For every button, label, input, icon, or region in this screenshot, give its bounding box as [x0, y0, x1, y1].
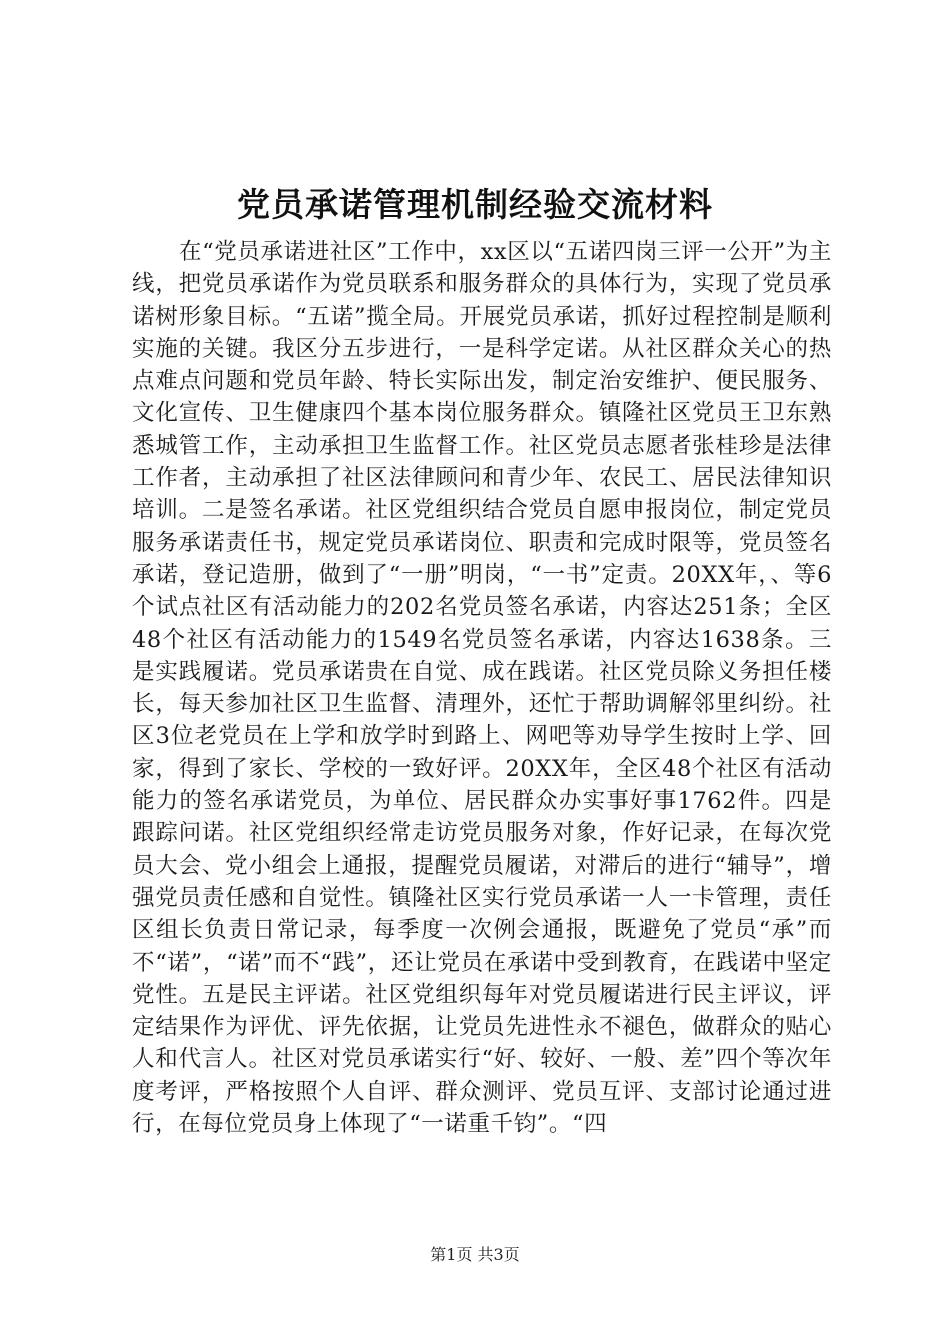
page-number-footer: 第1页 共3页: [430, 1245, 520, 1264]
document-title: 党员承诺管理机制经验交流材料: [237, 185, 713, 224]
document-body-paragraph: 在“党员承诺进社区”工作中，xx区以“五诺四岗三评一公开”为主线，把党员承诺作为党员联系和服务群众的具体行为，实现了党员承诺树形象目标。“五诺”揽全局。开展党员承诺，抓好过程控制是顺利实施的关键。我区分五步进行，一是科学定诺。从社区群众关心的热点难点问题和党员年龄、特长实际出发，制定治安维护、便民服务、文化宣传、卫生健康四个基本岗位服务群众。镇隆社区党员王卫东熟悉城管工作，主动承担卫生监督工作。社区党员志愿者张桂珍是法律工作者，主动承担了社区法律顾问和青少年、农民工、居民法律知识培训。二是签名承诺。社区党组织结合党员自愿申报岗位，制定党员服务承诺责任书，规定党员承诺岗位、职责和完成时限等，党员签名承诺，登记造册，做到了“一册”明岗，“一书”定责。20XX年，、等6个试点社区有活动能力的202名党员签名承诺，内容达251条；全区48个社区有活动能力的1549名党员签名承诺，内容达1638条。三是实践履诺。党员承诺贵在自觉、成在践诺。社区党员除义务担任楼长，每天参加社区卫生监督、清理外，还忙于帮助调解邻里纠纷。社区3位老党员在上学和放学时到路上、网吧等劝导学生按时上学、回家，得到了家长、学校的一致好评。20XX年，全区48个社区有活动能力的签名承诺党员，为单位、居民群众办实事好事1762件。四是跟踪问诺。社区党组织经常走访党员服务对象，作好记录，在每次党员大会、党小组会上通报，提醒党员履诺，对滞后的进行“辅导”，增强党员责任感和自觉性。镇隆社区实行党员承诺一人一卡管理，责任区组长负责日常记录，每季度一次例会通报，既避免了党员“承”而不“诺”，“诺”而不“践”，还让党员在承诺中受到教育，在践诺中坚定党性。五是民主评诺。社区党组织每年对党员履诺进行民主评议，评定结果作为评优、评先依据，让党员先进性永不褪色，做群众的贴心人和代言人。社区对党员承诺实行“好、较好、一般、差”四个等次年度考评，严格按照个人自评、群众测评、党员互评、支部讨论通过进行，在每位党员身上体现了“一诺重千钧”。“四: [132, 239, 832, 1138]
